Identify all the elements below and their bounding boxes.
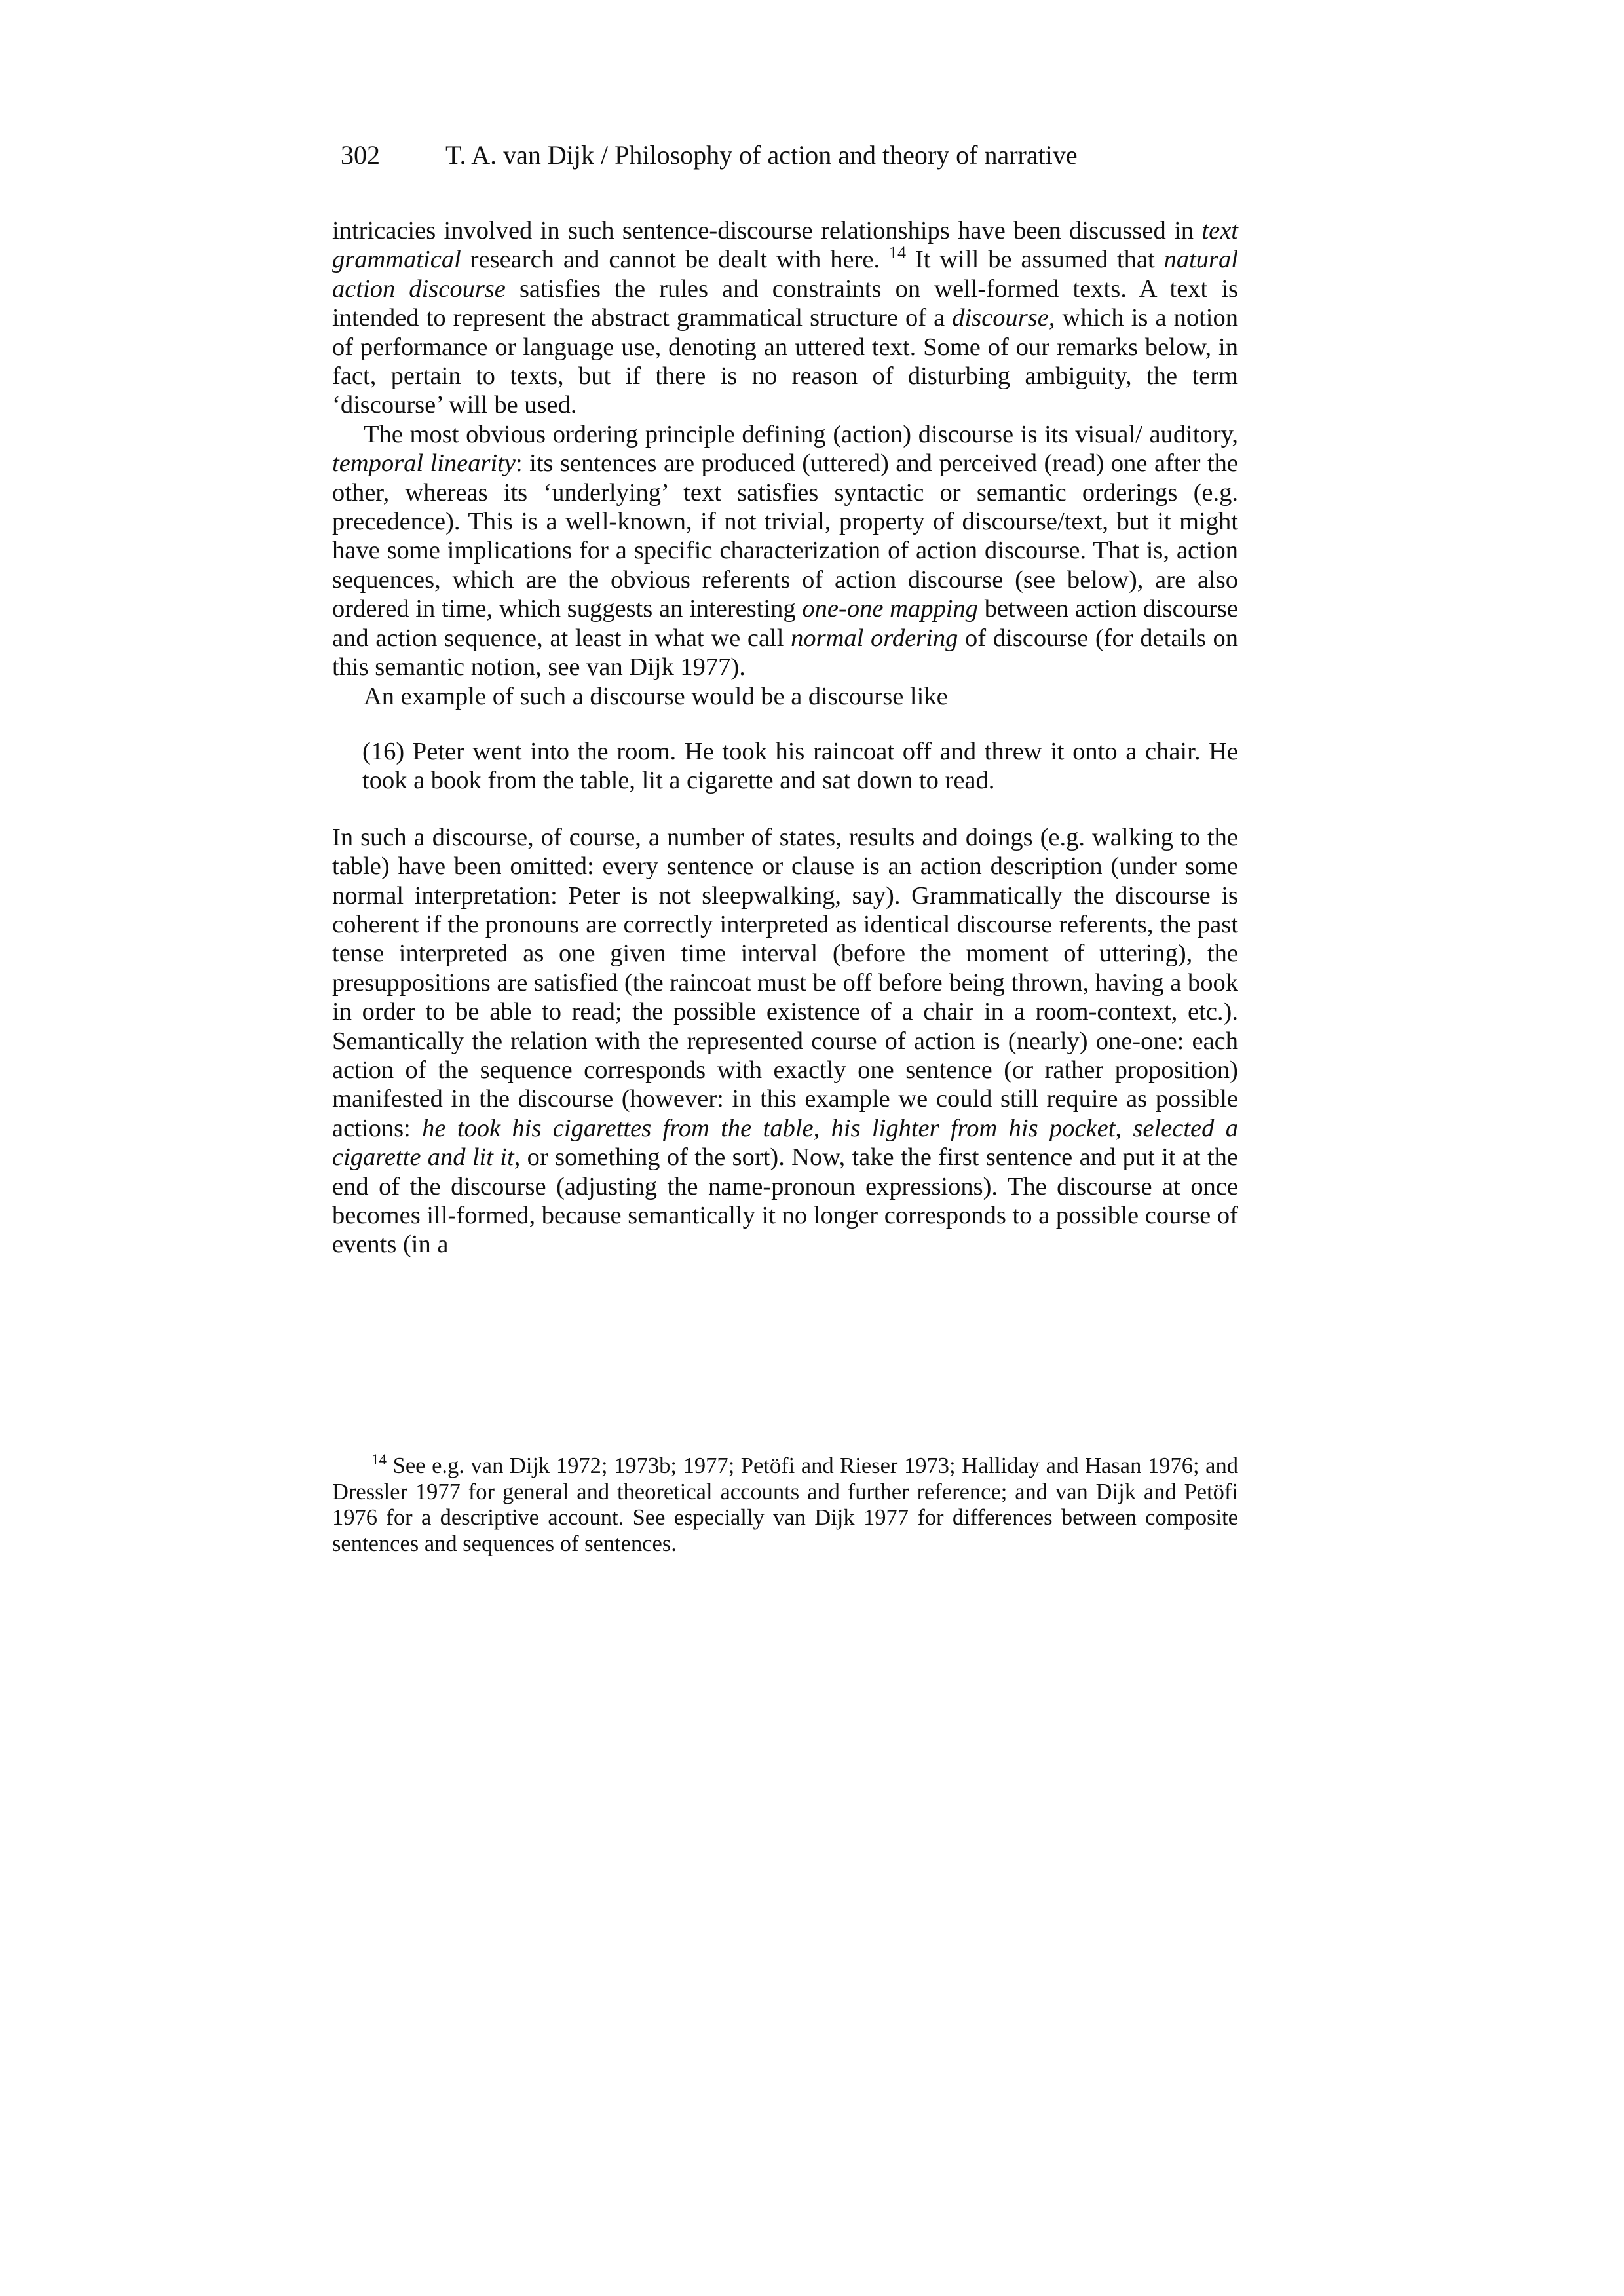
paragraph-1: intricacies involved in such sentence-discourse relationships have been discussed in text grammatical research and cannot be dealt with here. $^{14}$ It will be assumed that natural action discourse satisfies the rules and constraints on well-formed texts. A text is intended to represent the abstract grammatical structure of a discourse, which is a notion of performance or language use, denoting an uttered text. Some of our remarks below, in fact, pertain to texts, but if there is no reason of disturbing ambiguity, the term ‘discourse’ will be used. <box>332 217 1239 419</box>
footnote-text: See e.g. van Dijk 1972; 1973b; 1977; Petöfi and Rieser 1973; Halliday and Hasan 1976; and Dressler 1977 for general and theoretical accounts and further reference; and van Dijk and Petöfi 1976 for a descriptive account. See especially van Dijk 1977 for differences between composite sentences and sequences of sentences. <box>332 1453 1238 1556</box>
italic-term: discourse <box>952 304 1049 332</box>
footnote-number: 14 <box>371 1451 387 1468</box>
paragraph-4: In such a discourse, of course, a number of states, results and doings (e.g. walking to the table) have been omitted: every sentence or clause is an action description (under some normal interpretation: Peter is not sleepwalking, say). Grammatically the discourse is coherent if the pronouns are correctly interpreted as identical discourse referents, the past tense interpreted as one given time interval (before the moment of uttering), the presuppositions are satisfied (the raincoat must be off before being thrown, having a book in order to be able to read; the possible existence of a chair in a room-context, etc.). Semantically the relation with the represented course of action is (nearly) one-one: each action of the sequence corresponds with exactly one sentence (or rather proposition) manifested in the discourse (however: in this example we could still require as possible actions: he took his cigarettes from the table, his lighter from his pocket, selected a cigarette and lit it, or something of the sort). Now, take the first sentence and put it at the end of the discourse (adjusting the name-pronoun expressions). The discourse at once becomes ill-formed, because semantically it no longer corresponds to a possible course of events (in a <box>332 823 1239 1259</box>
footnotes <box>332 1453 1238 1557</box>
italic-example: he took his cigarettes from the table, his lighter from his pocket, selected a cigarette and lit it <box>332 1114 1238 1172</box>
italic-term: one-one mapping <box>802 595 978 623</box>
paragraph-2: The most obvious ordering principle defining (action) discourse is its visual/ auditory, temporal linearity: its sentences are produced (uttered) and perceived (read) one after the other, whereas its ‘underlying’ text satisfies syntactic or semantic orderings (e.g. precedence). This is a well-known, if not trivial, property of discourse/text, but it might have some implications for a specific characterization of action discourse. That is, action sequences, which are the obvious referents of action discourse (see below), are also ordered in time, which suggests an interesting one-one mapping between action discourse and action sequence, at least in what we call normal ordering of discourse (for details on this semantic notion, see van Dijk 1977). <box>332 420 1238 681</box>
italic-term: natural action discourse <box>332 246 1238 303</box>
italic-term: temporal linearity <box>332 450 516 478</box>
page-number: 302 <box>341 140 380 170</box>
running-header <box>341 139 1078 172</box>
italic-term: normal ordering <box>791 624 958 652</box>
italic-term: text grammatical <box>332 217 1238 274</box>
footnote-14 <box>332 1453 1238 1557</box>
running-title: T. A. van Dijk / Philosophy of action and theory of narrative <box>445 140 1078 170</box>
paragraph-3: An example of such a discourse would be a discourse like <box>364 682 948 710</box>
example-16: (16) Peter went into the room. He took his raincoat off and threw it onto a chair. He took a book from the table, lit a cigarette and sat down to read. <box>362 737 1238 795</box>
footnote-marker: 14 <box>889 243 907 263</box>
main-text <box>332 216 1238 1259</box>
